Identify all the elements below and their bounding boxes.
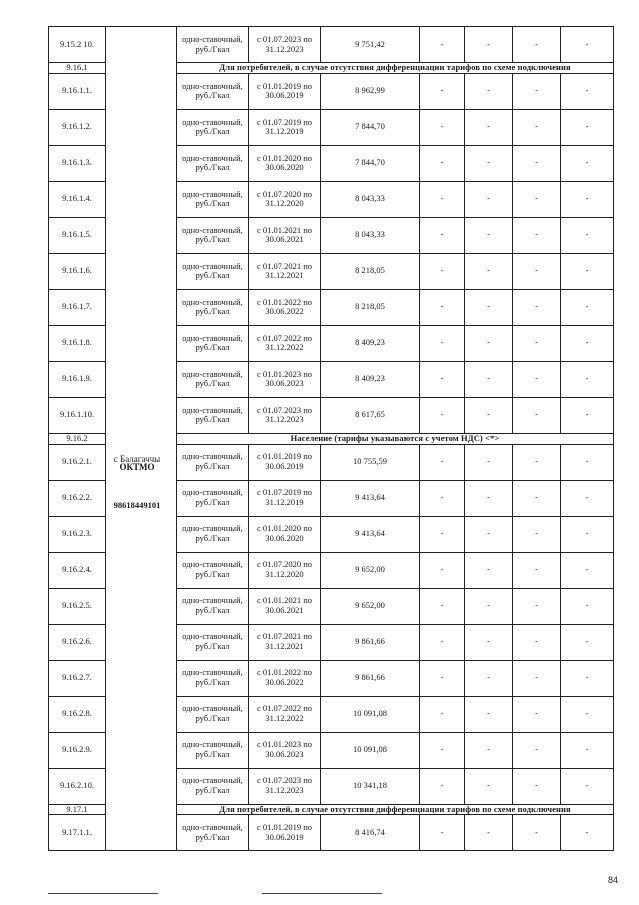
territory-cell bbox=[106, 397, 177, 433]
table-row bbox=[49, 217, 614, 253]
empty-value-dash: - bbox=[561, 444, 614, 480]
tariff-unit: одно-ставочный, руб./Гкал bbox=[177, 397, 249, 433]
empty-value-dash: - bbox=[561, 181, 614, 217]
empty-value-dash: - bbox=[465, 768, 513, 804]
tariff-price: 8 218,05 bbox=[321, 289, 420, 325]
empty-value-dash: - bbox=[513, 588, 561, 624]
row-code: 9.16.2 bbox=[49, 433, 106, 444]
row-code: 9.16.2.8. bbox=[49, 696, 106, 732]
empty-value-dash: - bbox=[465, 397, 513, 433]
territory-cell bbox=[106, 552, 177, 588]
empty-value-dash: - bbox=[561, 397, 614, 433]
tariff-price: 9 652,00 bbox=[321, 588, 420, 624]
tariff-unit: одно-ставочный, руб./Гкал bbox=[177, 145, 249, 181]
empty-value-dash: - bbox=[561, 253, 614, 289]
tariff-price: 10 341,18 bbox=[321, 768, 420, 804]
empty-value-dash: - bbox=[465, 325, 513, 361]
empty-value-dash: - bbox=[513, 253, 561, 289]
row-code: 9.16.2.2. bbox=[49, 480, 106, 516]
tariff-unit: одно-ставочный, руб./Гкал bbox=[177, 588, 249, 624]
territory-cell bbox=[106, 433, 177, 444]
territory-cell bbox=[106, 73, 177, 109]
tariff-price: 7 844,70 bbox=[321, 145, 420, 181]
territory-cell bbox=[106, 480, 177, 516]
tariff-period: с 01.07.2021 по 31.12.2021 bbox=[249, 253, 321, 289]
row-code: 9.16.2.1. bbox=[49, 444, 106, 480]
tariff-unit: одно-ставочный, руб./Гкал bbox=[177, 815, 249, 851]
tariff-period: с 01.07.2022 по 31.12.2022 bbox=[249, 325, 321, 361]
section-header-label: Население (тарифы указываются с учетом НДС) <*> bbox=[177, 433, 614, 444]
row-code: 9.16.1.3. bbox=[49, 145, 106, 181]
empty-value-dash: - bbox=[513, 145, 561, 181]
row-code: 9.16.1.6. bbox=[49, 253, 106, 289]
empty-value-dash: - bbox=[465, 181, 513, 217]
empty-value-dash: - bbox=[561, 624, 614, 660]
table-row bbox=[49, 109, 614, 145]
territory-cell bbox=[106, 588, 177, 624]
empty-value-dash: - bbox=[561, 27, 614, 63]
tariff-unit: одно-ставочный, руб./Гкал bbox=[177, 361, 249, 397]
section-header-label: Для потребителей, в случае отсутствия дифференциации тарифов по схеме подключения bbox=[177, 63, 614, 74]
empty-value-dash: - bbox=[513, 660, 561, 696]
tariff-period: с 01.01.2019 по 30.06.2019 bbox=[249, 815, 321, 851]
empty-value-dash: - bbox=[465, 361, 513, 397]
tariff-price: 9 861,66 bbox=[321, 660, 420, 696]
empty-value-dash: - bbox=[420, 624, 465, 660]
tariff-price: 7 844,70 bbox=[321, 109, 420, 145]
territory-cell bbox=[106, 696, 177, 732]
empty-value-dash: - bbox=[465, 732, 513, 768]
table-row bbox=[49, 253, 614, 289]
tariff-period: с 01.01.2023 по 30.06.2023 bbox=[249, 361, 321, 397]
tariff-unit: одно-ставочный, руб./Гкал bbox=[177, 181, 249, 217]
empty-value-dash: - bbox=[561, 73, 614, 109]
tariff-period: с 01.07.2020 по 31.12.2020 bbox=[249, 552, 321, 588]
tariff-period: с 01.01.2020 по 30.06.2020 bbox=[249, 516, 321, 552]
row-code: 9.16.2.3. bbox=[49, 516, 106, 552]
empty-value-dash: - bbox=[420, 27, 465, 63]
tariff-price: 9 751,42 bbox=[321, 27, 420, 63]
empty-value-dash: - bbox=[561, 516, 614, 552]
tariff-unit: одно-ставочный, руб./Гкал bbox=[177, 444, 249, 480]
empty-value-dash: - bbox=[513, 444, 561, 480]
empty-value-dash: - bbox=[513, 397, 561, 433]
section-header-row bbox=[49, 63, 614, 74]
empty-value-dash: - bbox=[465, 696, 513, 732]
empty-value-dash: - bbox=[420, 552, 465, 588]
tariff-period: с 01.01.2019 по 30.06.2019 bbox=[249, 444, 321, 480]
table-row bbox=[49, 660, 614, 696]
empty-value-dash: - bbox=[513, 552, 561, 588]
empty-value-dash: - bbox=[561, 217, 614, 253]
footer-rule-right bbox=[262, 893, 382, 894]
territory-cell bbox=[106, 217, 177, 253]
empty-value-dash: - bbox=[513, 480, 561, 516]
tariff-unit: одно-ставочный, руб./Гкал bbox=[177, 768, 249, 804]
empty-value-dash: - bbox=[465, 588, 513, 624]
empty-value-dash: - bbox=[513, 289, 561, 325]
tariff-price: 10 091,08 bbox=[321, 732, 420, 768]
empty-value-dash: - bbox=[420, 516, 465, 552]
empty-value-dash: - bbox=[420, 397, 465, 433]
table-row bbox=[49, 145, 614, 181]
tariff-period: с 01.01.2021 по 30.06.2021 bbox=[249, 217, 321, 253]
tariff-unit: одно-ставочный, руб./Гкал bbox=[177, 480, 249, 516]
empty-value-dash: - bbox=[513, 361, 561, 397]
section-header-row bbox=[49, 433, 614, 444]
empty-value-dash: - bbox=[513, 732, 561, 768]
empty-value-dash: - bbox=[561, 552, 614, 588]
empty-value-dash: - bbox=[465, 27, 513, 63]
tariff-period: с 01.01.2019 по 30.06.2019 bbox=[249, 73, 321, 109]
table-row bbox=[49, 325, 614, 361]
row-code: 9.16.1.4. bbox=[49, 181, 106, 217]
empty-value-dash: - bbox=[420, 444, 465, 480]
row-code: 9.16.1.2. bbox=[49, 109, 106, 145]
empty-value-dash: - bbox=[513, 27, 561, 63]
row-code: 9.16.1.9. bbox=[49, 361, 106, 397]
empty-value-dash: - bbox=[513, 768, 561, 804]
empty-value-dash: - bbox=[561, 732, 614, 768]
empty-value-dash: - bbox=[561, 815, 614, 851]
empty-value-dash: - bbox=[420, 361, 465, 397]
territory-cell bbox=[106, 253, 177, 289]
row-code: 9.16.1.10. bbox=[49, 397, 106, 433]
empty-value-dash: - bbox=[561, 768, 614, 804]
tariff-price: 8 043,33 bbox=[321, 217, 420, 253]
tariff-price: 8 617,65 bbox=[321, 397, 420, 433]
tariff-period: с 01.07.2019 по 31.12.2019 bbox=[249, 480, 321, 516]
territory-cell bbox=[106, 361, 177, 397]
empty-value-dash: - bbox=[465, 73, 513, 109]
tariff-period: с 01.07.2023 по 31.12.2023 bbox=[249, 768, 321, 804]
tariff-table bbox=[48, 26, 614, 851]
tariff-price: 10 755,59 bbox=[321, 444, 420, 480]
empty-value-dash: - bbox=[465, 217, 513, 253]
row-code: 9.16.2.10. bbox=[49, 768, 106, 804]
empty-value-dash: - bbox=[420, 289, 465, 325]
tariff-unit: одно-ставочный, руб./Гкал bbox=[177, 660, 249, 696]
table-row bbox=[49, 624, 614, 660]
section-header-row bbox=[49, 804, 614, 815]
empty-value-dash: - bbox=[513, 73, 561, 109]
tariff-unit: одно-ставочный, руб./Гкал bbox=[177, 516, 249, 552]
tariff-period: с 01.01.2022 по 30.06.2022 bbox=[249, 289, 321, 325]
tariff-unit: одно-ставочный, руб./Гкал bbox=[177, 73, 249, 109]
territory-cell bbox=[106, 624, 177, 660]
empty-value-dash: - bbox=[420, 696, 465, 732]
empty-value-dash: - bbox=[465, 660, 513, 696]
tariff-period: с 01.01.2020 по 30.06.2020 bbox=[249, 145, 321, 181]
empty-value-dash: - bbox=[465, 480, 513, 516]
row-code: 9.17.1 bbox=[49, 804, 106, 815]
empty-value-dash: - bbox=[513, 696, 561, 732]
footer-rule-left bbox=[48, 893, 158, 894]
territory-cell bbox=[106, 815, 177, 851]
territory-cell bbox=[106, 660, 177, 696]
table-row bbox=[49, 588, 614, 624]
tariff-unit: одно-ставочный, руб./Гкал bbox=[177, 109, 249, 145]
territory-cell bbox=[106, 325, 177, 361]
table-row bbox=[49, 480, 614, 516]
oktmo-code: 98618449101 bbox=[113, 500, 161, 510]
tariff-unit: одно-ставочный, руб./Гкал bbox=[177, 289, 249, 325]
empty-value-dash: - bbox=[513, 516, 561, 552]
tariff-price: 9 413,64 bbox=[321, 480, 420, 516]
table-row bbox=[49, 397, 614, 433]
empty-value-dash: - bbox=[420, 109, 465, 145]
tariff-price: 8 218,05 bbox=[321, 253, 420, 289]
empty-value-dash: - bbox=[465, 815, 513, 851]
empty-value-dash: - bbox=[561, 289, 614, 325]
empty-value-dash: - bbox=[513, 624, 561, 660]
table-row bbox=[49, 768, 614, 804]
tariff-period: с 01.07.2020 по 31.12.2020 bbox=[249, 181, 321, 217]
tariff-table-body bbox=[49, 27, 614, 851]
row-code: 9.16.2.5. bbox=[49, 588, 106, 624]
territory-cell bbox=[106, 768, 177, 804]
empty-value-dash: - bbox=[465, 253, 513, 289]
table-row bbox=[49, 73, 614, 109]
table-row bbox=[49, 696, 614, 732]
empty-value-dash: - bbox=[420, 217, 465, 253]
tariff-unit: одно-ставочный, руб./Гкал bbox=[177, 696, 249, 732]
empty-value-dash: - bbox=[420, 480, 465, 516]
row-code: 9.16.2.9. bbox=[49, 732, 106, 768]
tariff-price: 8 962,99 bbox=[321, 73, 420, 109]
empty-value-dash: - bbox=[561, 696, 614, 732]
table-row bbox=[49, 552, 614, 588]
empty-value-dash: - bbox=[465, 624, 513, 660]
tariff-period: с 01.01.2021 по 30.06.2021 bbox=[249, 588, 321, 624]
tariff-price: 8 409,23 bbox=[321, 361, 420, 397]
oktmo-label: ОКТМО bbox=[119, 462, 155, 472]
territory-cell bbox=[106, 181, 177, 217]
tariff-period: с 01.07.2022 по 31.12.2022 bbox=[249, 696, 321, 732]
empty-value-dash: - bbox=[420, 145, 465, 181]
tariff-price: 9 861,66 bbox=[321, 624, 420, 660]
empty-value-dash: - bbox=[465, 145, 513, 181]
empty-value-dash: - bbox=[513, 325, 561, 361]
empty-value-dash: - bbox=[561, 588, 614, 624]
row-code: 9.16.2.7. bbox=[49, 660, 106, 696]
territory-cell bbox=[106, 109, 177, 145]
tariff-period: с 01.07.2023 по 31.12.2023 bbox=[249, 397, 321, 433]
empty-value-dash: - bbox=[561, 325, 614, 361]
tariff-price: 8 043,33 bbox=[321, 181, 420, 217]
row-code: 9.16.1.5. bbox=[49, 217, 106, 253]
empty-value-dash: - bbox=[420, 732, 465, 768]
tariff-unit: одно-ставочный, руб./Гкал bbox=[177, 325, 249, 361]
row-code: 9.16.1.7. bbox=[49, 289, 106, 325]
territory-name: с Балагаччы bbox=[113, 454, 161, 464]
empty-value-dash: - bbox=[420, 73, 465, 109]
empty-value-dash: - bbox=[465, 516, 513, 552]
territory-cell bbox=[106, 289, 177, 325]
tariff-unit: одно-ставочный, руб./Гкал bbox=[177, 624, 249, 660]
row-code: 9.16.2.6. bbox=[49, 624, 106, 660]
empty-value-dash: - bbox=[561, 361, 614, 397]
empty-value-dash: - bbox=[420, 181, 465, 217]
empty-value-dash: - bbox=[420, 815, 465, 851]
empty-value-dash: - bbox=[561, 660, 614, 696]
tariff-price: 9 652,00 bbox=[321, 552, 420, 588]
tariff-period: с 01.01.2022 по 30.06.2022 bbox=[249, 660, 321, 696]
table-row bbox=[49, 361, 614, 397]
tariff-period: с 01.07.2021 по 31.12.2021 bbox=[249, 624, 321, 660]
row-code: 9.16.1 bbox=[49, 63, 106, 74]
empty-value-dash: - bbox=[420, 253, 465, 289]
empty-value-dash: - bbox=[513, 815, 561, 851]
empty-value-dash: - bbox=[513, 217, 561, 253]
empty-value-dash: - bbox=[465, 289, 513, 325]
page-number: 84 bbox=[608, 875, 619, 885]
tariff-price: 10 091,08 bbox=[321, 696, 420, 732]
tariff-unit: одно-ставочный, руб./Гкал bbox=[177, 217, 249, 253]
tariff-unit: одно-ставочный, руб./Гкал bbox=[177, 27, 249, 63]
tariff-period: с 01.07.2019 по 31.12.2019 bbox=[249, 109, 321, 145]
empty-value-dash: - bbox=[420, 588, 465, 624]
section-header-label: Для потребителей, в случае отсутствия дифференциации тарифов по схеме подключения bbox=[177, 804, 614, 815]
tariff-price: 8 416,74 bbox=[321, 815, 420, 851]
empty-value-dash: - bbox=[513, 181, 561, 217]
empty-value-dash: - bbox=[561, 109, 614, 145]
tariff-unit: одно-ставочный, руб./Гкал bbox=[177, 732, 249, 768]
empty-value-dash: - bbox=[513, 109, 561, 145]
empty-value-dash: - bbox=[561, 145, 614, 181]
row-code: 9.16.1.1. bbox=[49, 73, 106, 109]
table-row bbox=[49, 815, 614, 851]
tariff-unit: одно-ставочный, руб./Гкал bbox=[177, 253, 249, 289]
table-row bbox=[49, 732, 614, 768]
empty-value-dash: - bbox=[561, 480, 614, 516]
tariff-price: 9 413,64 bbox=[321, 516, 420, 552]
row-code: 9.16.1.8. bbox=[49, 325, 106, 361]
tariff-period: с 01.07.2023 по 31.12.2023 bbox=[249, 27, 321, 63]
territory-cell bbox=[106, 63, 177, 74]
territory-cell bbox=[106, 145, 177, 181]
tariff-unit: одно-ставочный, руб./Гкал bbox=[177, 552, 249, 588]
table-row bbox=[49, 516, 614, 552]
territory-cell bbox=[106, 804, 177, 815]
territory-cell bbox=[106, 27, 177, 63]
row-code: 9.17.1.1. bbox=[49, 815, 106, 851]
empty-value-dash: - bbox=[465, 109, 513, 145]
empty-value-dash: - bbox=[420, 325, 465, 361]
table-row bbox=[49, 181, 614, 217]
empty-value-dash: - bbox=[420, 660, 465, 696]
table-row bbox=[49, 27, 614, 63]
territory-cell bbox=[106, 516, 177, 552]
tariff-period: с 01.01.2023 по 30.06.2023 bbox=[249, 732, 321, 768]
table-row bbox=[49, 289, 614, 325]
territory-cell bbox=[106, 732, 177, 768]
row-code: 9.16.2.4. bbox=[49, 552, 106, 588]
row-code: 9.15.2 10. bbox=[49, 27, 106, 63]
empty-value-dash: - bbox=[465, 552, 513, 588]
empty-value-dash: - bbox=[420, 768, 465, 804]
tariff-price: 8 409,23 bbox=[321, 325, 420, 361]
empty-value-dash: - bbox=[465, 444, 513, 480]
